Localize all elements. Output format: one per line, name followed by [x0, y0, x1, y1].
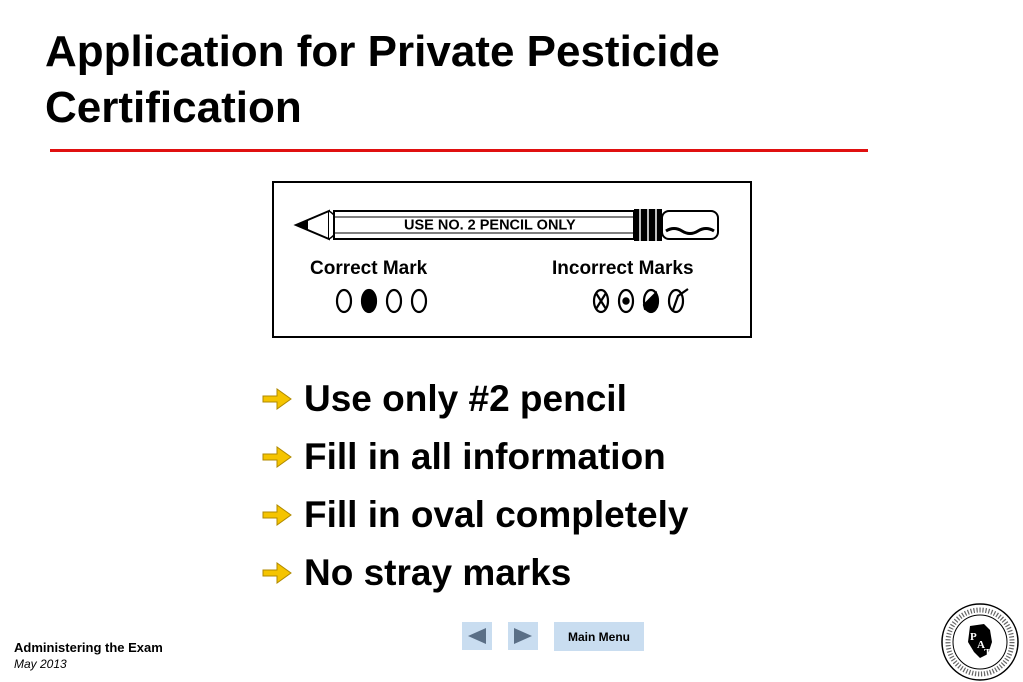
- bullet-text: Fill in oval completely: [304, 494, 689, 535]
- empty-bubble-icon: [337, 290, 351, 312]
- pencil-figure: [272, 181, 752, 338]
- list-item: [260, 428, 689, 486]
- bullet-text: Fill in all information: [304, 436, 666, 477]
- check-bubble-icon: [669, 289, 688, 312]
- pencil-label: USE NO. 2 PENCIL ONLY: [404, 217, 576, 234]
- right-triangle-icon: [512, 627, 534, 645]
- incorrect-marks-label: Incorrect Marks: [552, 258, 694, 279]
- title-underline: [50, 149, 868, 152]
- list-item: [260, 370, 689, 428]
- svg-text:P: P: [970, 631, 977, 643]
- pat-logo[interactable]: [940, 602, 1020, 682]
- half-filled-bubble-icon: [644, 290, 658, 312]
- svg-text:A: A: [977, 639, 985, 651]
- right-arrow-icon: [260, 558, 304, 588]
- right-arrow-icon: [260, 442, 304, 472]
- empty-bubble-icon: [412, 290, 426, 312]
- right-arrow-icon: [260, 384, 304, 414]
- incorrect-bubbles: [594, 289, 688, 312]
- list-item: [260, 486, 689, 544]
- instruction-list: [260, 370, 689, 602]
- dot-bubble-icon: [619, 290, 633, 312]
- correct-bubbles: [337, 290, 426, 312]
- correct-mark-label: Correct Mark: [310, 258, 428, 279]
- right-arrow-icon: [260, 500, 304, 530]
- slide-title: Application for Private Pesticide Certification: [45, 27, 720, 132]
- filled-bubble-icon: [362, 290, 376, 312]
- footer-title: Administering the Exam: [14, 640, 163, 655]
- previous-slide-button[interactable]: [462, 622, 492, 650]
- empty-bubble-icon: [387, 290, 401, 312]
- svg-text:T: T: [984, 647, 992, 659]
- footer-date: May 2013: [14, 657, 67, 671]
- x-bubble-icon: [594, 290, 608, 312]
- bullet-text: No stray marks: [304, 552, 572, 593]
- list-item: [260, 544, 689, 602]
- next-slide-button[interactable]: [508, 622, 538, 650]
- bullet-text: Use only #2 pencil: [304, 378, 627, 419]
- main-menu-button[interactable]: Main Menu: [554, 622, 644, 651]
- left-triangle-icon: [466, 627, 488, 645]
